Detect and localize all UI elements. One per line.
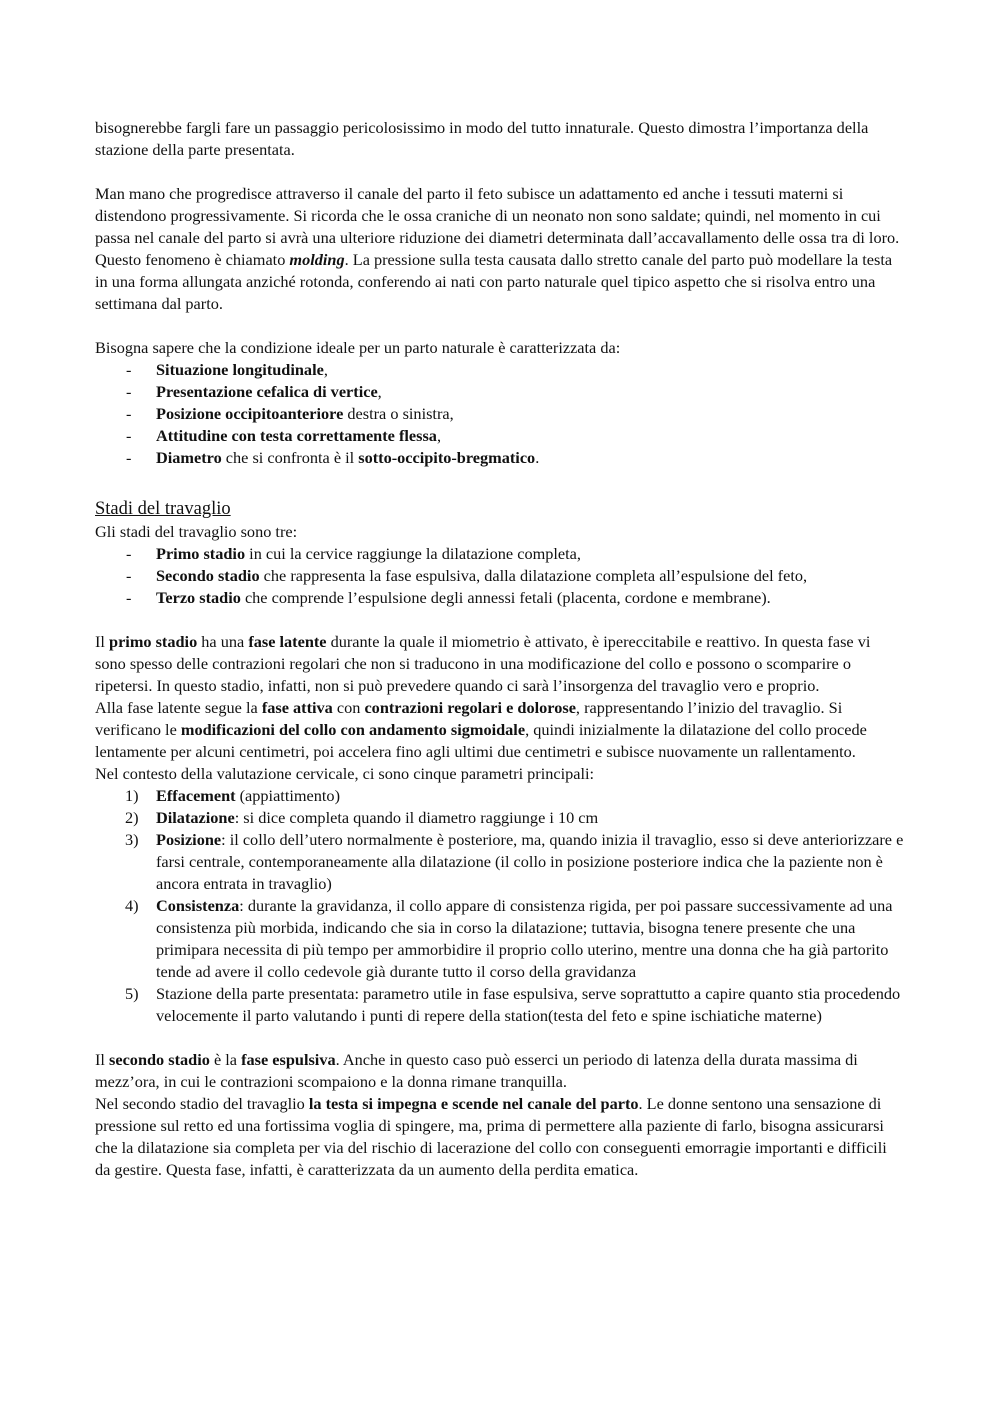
list-item: - Situazione longitudinale, <box>95 359 905 381</box>
term-molding: molding <box>289 250 345 269</box>
cervical-params-intro: Nel contesto della valutazione cervicale, ci sono cinque parametri principali: <box>95 764 595 783</box>
list-item: 4) Consistenza: durante la gravidanza, il collo appare di consistenza rigida, per poi passare successivamente ad una consistenza più morbida, indicando che sia in corso la dilatazione; tuttavia, bisogna tenere presente che una primipara necessita di più tempo per ammorbidire il proprio collo uterino, mentre una donna che ha già partorito tende ad avere il collo cedevole già durante tutto il corso della gravidanza <box>125 896 893 981</box>
list-item: 5) Stazione della parte presentata: parametro utile in fase espulsiva, serve soprattutto a capire quanto stia procedendo velocemente il parto valutando i punti di repere della station(testa del feto e spine ischiatiche materne) <box>125 984 901 1025</box>
paragraph-molding: Man mano che progredisce attraverso il canale del parto il feto subisce un adattamento ed anche i tessuti materni si distendono progressivamente. Si ricorda che le ossa craniche di un neonato non sono saldate; quindi, nel momento in cui passa nel canale del parto si avrà una ulteriore riduzione dei diametri determinata dall’accavallamento delle ossa tra di loro. Questo fenomeno è chiamato molding. La pressione sulla testa causata dallo stretto canale del parto può modellare la testa in una forma allungata anziché rotonda, conferendo ai nati con parto naturale quel tipico aspetto che si risolva entro una settimana dal parto. <box>95 184 900 313</box>
list-item: - Attitudine con testa correttamente flessa, <box>95 425 905 447</box>
paragraph-active-phase: Alla fase latente segue la fase attiva con contrazioni regolari e dolorose, rappresentando l’inizio del travaglio. Si verificano le modificazioni del collo con andamento sigmoidale, quindi inizialmente la dilatazione del collo procede lentamente per alcuni centimetri, poi accelera fino agli ultimi due centimetri e subisce nuovamente un rallentamento. <box>95 698 867 761</box>
list-item: - Posizione occipitoanteriore destra o sinistra, <box>95 403 905 425</box>
ideal-conditions-list <box>95 359 905 469</box>
paragraph-descent: Nel secondo stadio del travaglio la testa si impegna e scende nel canale del parto. Le donne sentono una sensazione di pressione sul retto ed una fortissima voglia di spingere, ma, prima di permettere alla paziente di farlo, bisogna assicurarsi che la dilatazione sia completa per via del rischio di lacerazione del collo con conseguenti emorragie importanti e difficili da gestire. Questa fase, infatti, è caratterizzata da un aumento della perdita ematica. <box>95 1094 887 1179</box>
ideal-conditions-intro: Bisogna sapere che la condizione ideale per un parto naturale è caratterizzata da: <box>95 338 621 357</box>
section-heading: Stadi del travaglio <box>95 499 231 519</box>
list-item: - Presentazione cefalica di vertice, <box>95 381 905 403</box>
list-item: 3) Posizione: il collo dell’utero normalmente è posteriore, ma, quando inizia il travaglio, esso si deve anteriorizzare e farsi centrale, contemporaneamente alla dilatazione (il collo in posizione posteriore indica che la paziente non è ancora entrata in travaglio) <box>125 830 904 893</box>
list-item: 1) Effacement (appiattimento) <box>125 786 340 805</box>
list-item: - Secondo stadio che rappresenta la fase espulsiva, dalla dilatazione completa all’espulsione del feto, <box>95 565 905 587</box>
paragraph-first-stage: Il primo stadio ha una fase latente durante la quale il miometrio è attivato, è ipereccitabile e reattivo. In questa fase vi sono spesso delle contrazioni regolari che non si traducono in una modificazione del collo e possono o scomparire o ripetersi. In questo stadio, infatti, non si può prevedere quando ci sarà l’insorgenza del travaglio vero e proprio. <box>95 632 871 695</box>
stages-intro: Gli stadi del travaglio sono tre: <box>95 522 298 541</box>
cervical-params-list <box>95 785 905 1027</box>
stages-list <box>95 543 905 609</box>
paragraph-continuation: bisognerebbe fargli fare un passaggio pericolosissimo in modo del tutto innaturale. Questo dimostra l’importanza della stazione della parte presentata. <box>95 118 869 159</box>
list-item: - Diametro che si confronta è il sotto-occipito-bregmatico. <box>95 447 905 469</box>
list-item: 2) Dilatazione: si dice completa quando il diametro raggiunge i 10 cm <box>125 808 599 827</box>
list-item: - Terzo stadio che comprende l’espulsione degli annessi fetali (placenta, cordone e membrane). <box>95 587 905 609</box>
paragraph-second-stage: Il secondo stadio è la fase espulsiva. Anche in questo caso può esserci un periodo di latenza della durata massima di mezz’ora, in cui le contrazioni scompaiono e la donna rimane tranquilla. <box>95 1050 858 1091</box>
list-item: - Primo stadio in cui la cervice raggiunge la dilatazione completa, <box>95 543 905 565</box>
